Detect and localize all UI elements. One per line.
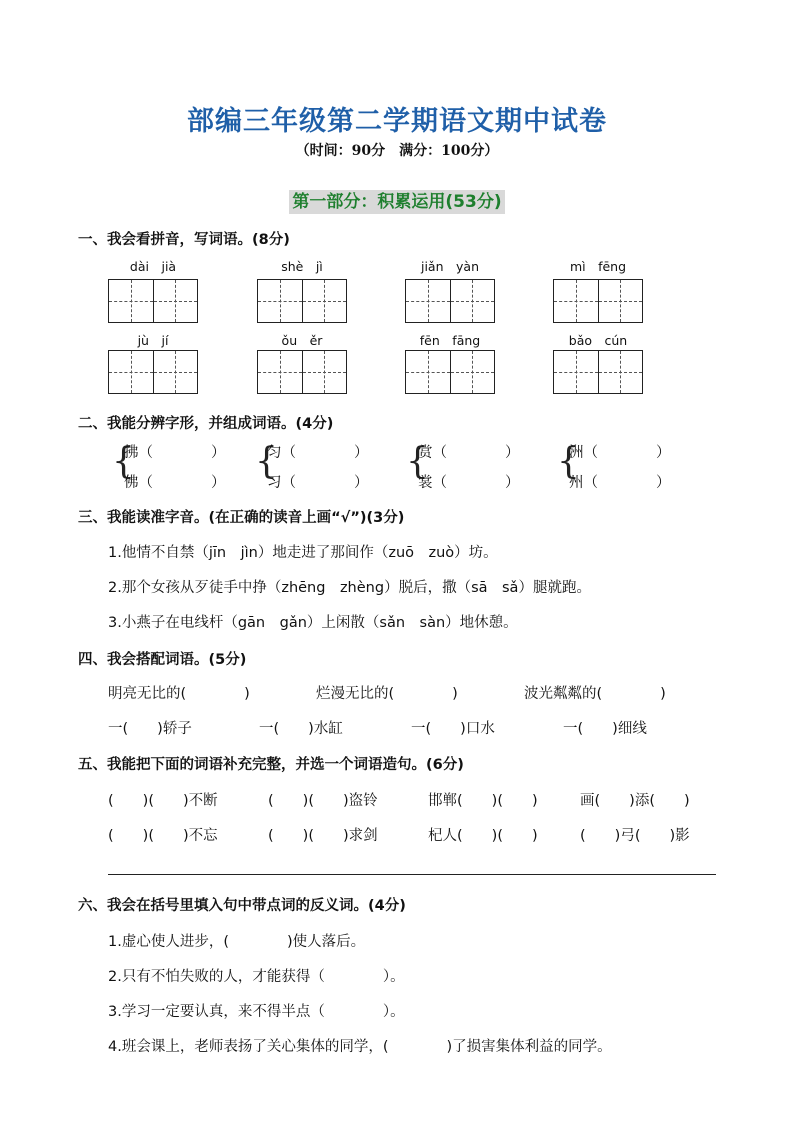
q6-line[interactable]: 4.班会课上，老师表扬了关心集体的同学，( )了损害集体利益的同学。	[108, 1039, 612, 1055]
q3-heading: 三、我能读准字音。(在正确的读音上画“√”)(3分)	[78, 510, 405, 526]
char-pair-line[interactable]: 州（ ）	[569, 475, 671, 491]
brace-icon: {	[406, 441, 429, 482]
idiom-item[interactable]: 画( )添( )	[580, 793, 690, 809]
idiom-item[interactable]: ( )( )不忘	[108, 828, 218, 844]
pinyin-label: jiǎn yàn	[420, 259, 479, 274]
char-pair-line[interactable]: 拂（ ）	[124, 445, 226, 461]
match-item[interactable]: 一( )轿子	[108, 721, 192, 737]
match-item[interactable]: 明亮无比的( )	[108, 686, 250, 702]
writing-grid[interactable]	[405, 350, 495, 394]
idiom-item[interactable]: ( )( )求剑	[268, 828, 378, 844]
brace-icon: {	[255, 441, 278, 482]
char-pair-line[interactable]: 匀（ ）	[267, 445, 369, 461]
writing-grid[interactable]	[553, 279, 643, 323]
writing-grid[interactable]	[405, 279, 495, 323]
q2-heading: 二、我能分辨字形，并组成词语。(4分)	[78, 416, 334, 432]
writing-grid[interactable]	[257, 279, 347, 323]
q3-line[interactable]: 2.那个女孩从歹徒手中挣（zhēng zhèng）脱后，撒（sā sǎ）腿就跑。	[108, 580, 591, 596]
part-heading-label: 第一部分：积累运用(53分)	[289, 190, 504, 214]
q5-heading: 五、我能把下面的词语补充完整，并选一个词语造句。(6分)	[78, 757, 464, 773]
char-pair-line[interactable]: 习（ ）	[267, 475, 369, 491]
match-item[interactable]: 一( )细线	[563, 721, 647, 737]
pinyin-label: mì fēng	[569, 259, 627, 274]
match-item[interactable]: 烂漫无比的( )	[316, 686, 458, 702]
idiom-item[interactable]: 杞人( )( )	[428, 828, 538, 844]
answer-line[interactable]	[108, 874, 716, 875]
idiom-item[interactable]: 邯郸( )( )	[428, 793, 538, 809]
brace-icon: {	[557, 441, 580, 482]
char-pair	[255, 441, 385, 491]
pinyin-label: jù jí	[137, 333, 169, 348]
exam-subtitle: （时间：90分 满分：100分）	[295, 143, 499, 159]
pinyin-label: dài jià	[129, 259, 177, 274]
q4-heading: 四、我会搭配词语。(5分)	[78, 652, 247, 668]
exam-title: 部编三年级第二学期语文期中试卷	[187, 106, 607, 137]
idiom-item[interactable]: ( )( )盗铃	[268, 793, 378, 809]
q3-line[interactable]: 3.小燕子在电线杆（gān gǎn）上闲散（sǎn sàn）地休憩。	[108, 615, 518, 631]
char-pair-line[interactable]: 赏（ ）	[418, 445, 520, 461]
char-pair	[557, 441, 687, 491]
char-pair-line[interactable]: 佛（ ）	[124, 475, 226, 491]
match-item[interactable]: 一( )水缸	[259, 721, 343, 737]
idiom-item[interactable]: ( )弓( )影	[580, 828, 690, 844]
q3-line[interactable]: 1.他情不自禁（jīn jìn）地走进了那间作（zuō zuò）坊。	[108, 545, 498, 561]
q1-heading: 一、我会看拼音，写词语。(8分)	[78, 232, 290, 248]
writing-grid[interactable]	[257, 350, 347, 394]
pinyin-label: fēn fāng	[419, 333, 481, 348]
q6-line[interactable]: 2.只有不怕失败的人，才能获得（ ）。	[108, 969, 405, 985]
pinyin-label: shè jì	[281, 259, 323, 274]
match-item[interactable]: 波光粼粼的( )	[524, 686, 666, 702]
q6-line[interactable]: 3.学习一定要认真，来不得半点（ ）。	[108, 1004, 405, 1020]
writing-grid[interactable]	[553, 350, 643, 394]
match-item[interactable]: 一( )口水	[411, 721, 495, 737]
writing-grid[interactable]	[108, 350, 198, 394]
pinyin-label: ǒu ěr	[281, 333, 323, 348]
q6-heading: 六、我会在括号里填入句中带点词的反义词。(4分)	[78, 898, 406, 914]
q6-line[interactable]: 1.虚心使人进步，( )使人落后。	[108, 934, 366, 950]
pinyin-label: bǎo cún	[568, 333, 628, 348]
writing-grid[interactable]	[108, 279, 198, 323]
idiom-item[interactable]: ( )( )不断	[108, 793, 218, 809]
char-pair-line[interactable]: 裳（ ）	[418, 475, 520, 491]
char-pair	[112, 441, 242, 491]
char-pair	[406, 441, 536, 491]
brace-icon: {	[112, 441, 135, 482]
char-pair-line[interactable]: 洲（ ）	[569, 445, 671, 461]
part-heading	[0, 187, 794, 212]
